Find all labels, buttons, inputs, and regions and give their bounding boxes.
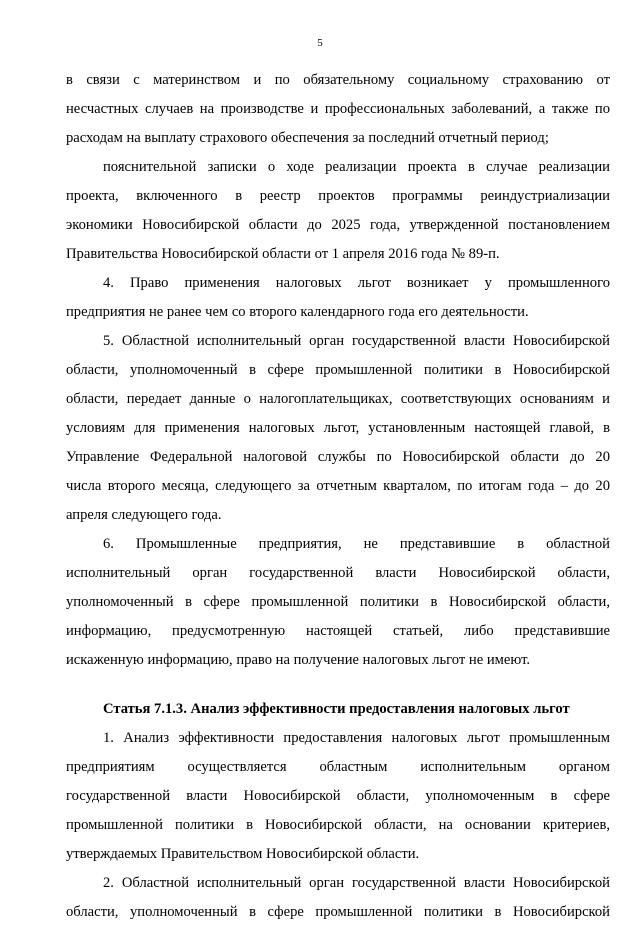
text-line: уполномоченный в сфере промышленной политики в Новосибирской области, [66, 594, 610, 610]
text-line: 2. Областной исполнительный орган государственной власти Новосибирской [103, 875, 610, 891]
text-line: Правительства Новосибирской области от 1 апреля 2016 года № 89-п. [66, 246, 500, 262]
text-line: пояснительной записки о ходе реализации проекта в случае реализации [103, 159, 610, 175]
section-spacer [66, 675, 610, 695]
text-line: государственной власти Новосибирской области, уполномоченным в сфере [66, 788, 610, 804]
text-line: области, уполномоченный в сфере промышленной политики в Новосибирской [66, 904, 610, 920]
text-line: области, уполномоченный в сфере промышленной политики в Новосибирской [66, 362, 610, 378]
text-line: информацию, предусмотренную настоящей статьей, либо представившие [66, 623, 610, 639]
document-body [66, 66, 610, 927]
paragraph [66, 66, 610, 153]
text-line: условиям для применения налоговых льгот, установленным настоящей главой, в [66, 420, 610, 436]
paragraph [66, 530, 610, 675]
text-line: промышленной политики в Новосибирской области, на основании критериев, [66, 817, 610, 833]
text-line: утверждаемых Правительством Новосибирской области. [66, 846, 420, 862]
text-line: в связи с материнством и по обязательному социальному страхованию от [66, 72, 610, 88]
text-line: области, передает данные о налогоплательщиках, соответствующих основаниям и [66, 391, 610, 407]
text-line: числа второго месяца, следующего за отчетным кварталом, по итогам года – до 20 [66, 478, 610, 494]
text-line: 5. Областной исполнительный орган государственной власти Новосибирской [103, 333, 610, 349]
text-line: экономики Новосибирской области до 2025 года, утвержденной постановлением [66, 217, 610, 233]
article-heading: Статья 7.1.3. Анализ эффективности предоставления налоговых льгот [103, 701, 570, 717]
text-line: искаженную информацию, право на получение налоговых льгот не имеют. [66, 652, 531, 668]
text-line: проекта, включенного в реестр проектов программы реиндустриализации [66, 188, 610, 204]
text-line: предприятия не ранее чем со второго календарного года его деятельности. [66, 304, 529, 320]
paragraph [66, 153, 610, 269]
text-line: 1. Анализ эффективности предоставления налоговых льгот промышленным [103, 730, 610, 746]
text-line: предприятиям осуществляется областным исполнительным органом [66, 759, 610, 775]
text-line: расходам на выплату страхового обеспечения за последний отчетный период; [66, 130, 549, 146]
text-line: апреля следующего года. [66, 507, 222, 523]
page-number: 5 [317, 37, 323, 49]
text-line: Управление Федеральной налоговой службы по Новосибирской области до 20 [66, 449, 610, 465]
paragraph [66, 869, 610, 927]
text-line: 4. Право применения налоговых льгот возникает у промышленного [103, 275, 610, 291]
text-line: 6. Промышленные предприятия, не представившие в областной [103, 536, 610, 552]
text-line: несчастных случаев на производстве и профессиональных заболеваний, а также по [66, 101, 610, 117]
text-line: исполнительный орган государственной власти Новосибирской области, [66, 565, 610, 581]
paragraph [66, 269, 610, 327]
paragraph [66, 327, 610, 530]
paragraph [66, 724, 610, 869]
